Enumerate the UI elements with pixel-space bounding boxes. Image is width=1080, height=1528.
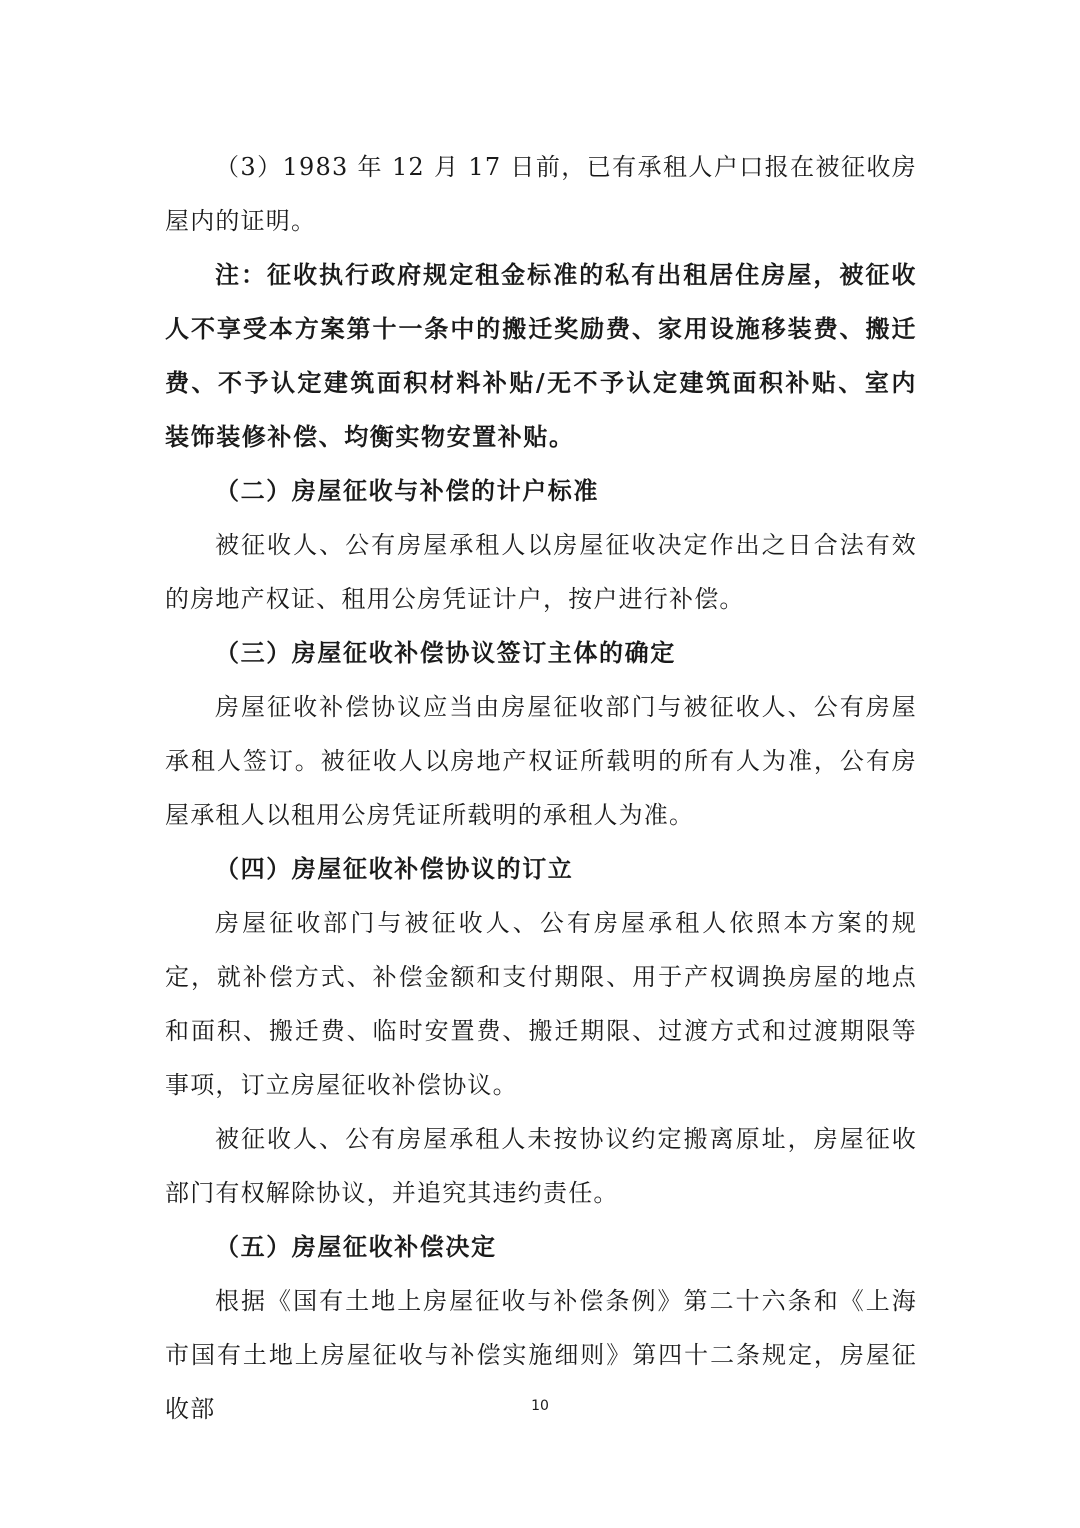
section-heading-3: （三）房屋征收补偿协议签订主体的确定 [215, 638, 676, 667]
paragraph-household-standard: 被征收人、公有房屋承租人以房屋征收决定作出之日合法有效的房地产权证、租用公房凭证计户，按户进行补偿。 [165, 531, 917, 613]
document-page [165, 140, 917, 1436]
paragraph-compensation-decision: 根据《国有土地上房屋征收与补偿条例》第二十六条和《上海市国有土地上房屋征收与补偿实施细则》第四十二条规定，房屋征收部 [165, 1287, 917, 1423]
section-heading-4: （四）房屋征收补偿协议的订立 [215, 854, 574, 883]
paragraph-agreement-parties: 房屋征收补偿协议应当由房屋征收部门与被征收人、公有房屋承租人签订。被征收人以房地产权证所载明的所有人为准，公有房屋承租人以租用公房凭证所载明的承租人为准。 [165, 693, 917, 829]
section-heading-5: （五）房屋征收补偿决定 [215, 1232, 497, 1261]
note-paragraph: 注：征收执行政府规定租金标准的私有出租居住房屋，被征收人不享受本方案第十一条中的搬迁奖励费、家用设施移装费、搬迁费、不予认定建筑面积材料补贴/无不予认定建筑面积补贴、室内装饰装修补偿、均衡实物安置补贴。 [165, 260, 917, 451]
paragraph-household-registration-proof: （3）1983 年 12 月 17 日前，已有承租人户口报在被征收房屋内的证明。 [165, 153, 917, 235]
paragraph-agreement-termination: 被征收人、公有房屋承租人未按协议约定搬离原址，房屋征收部门有权解除协议，并追究其违约责任。 [165, 1125, 917, 1207]
paragraph-agreement-conclusion: 房屋征收部门与被征收人、公有房屋承租人依照本方案的规定，就补偿方式、补偿金额和支付期限、用于产权调换房屋的地点和面积、搬迁费、临时安置费、搬迁期限、过渡方式和过渡期限等事项，订立房屋征收补偿协议。 [165, 909, 917, 1099]
section-heading-2: （二）房屋征收与补偿的计户标准 [215, 476, 599, 505]
page-number: 10 [531, 1398, 549, 1414]
